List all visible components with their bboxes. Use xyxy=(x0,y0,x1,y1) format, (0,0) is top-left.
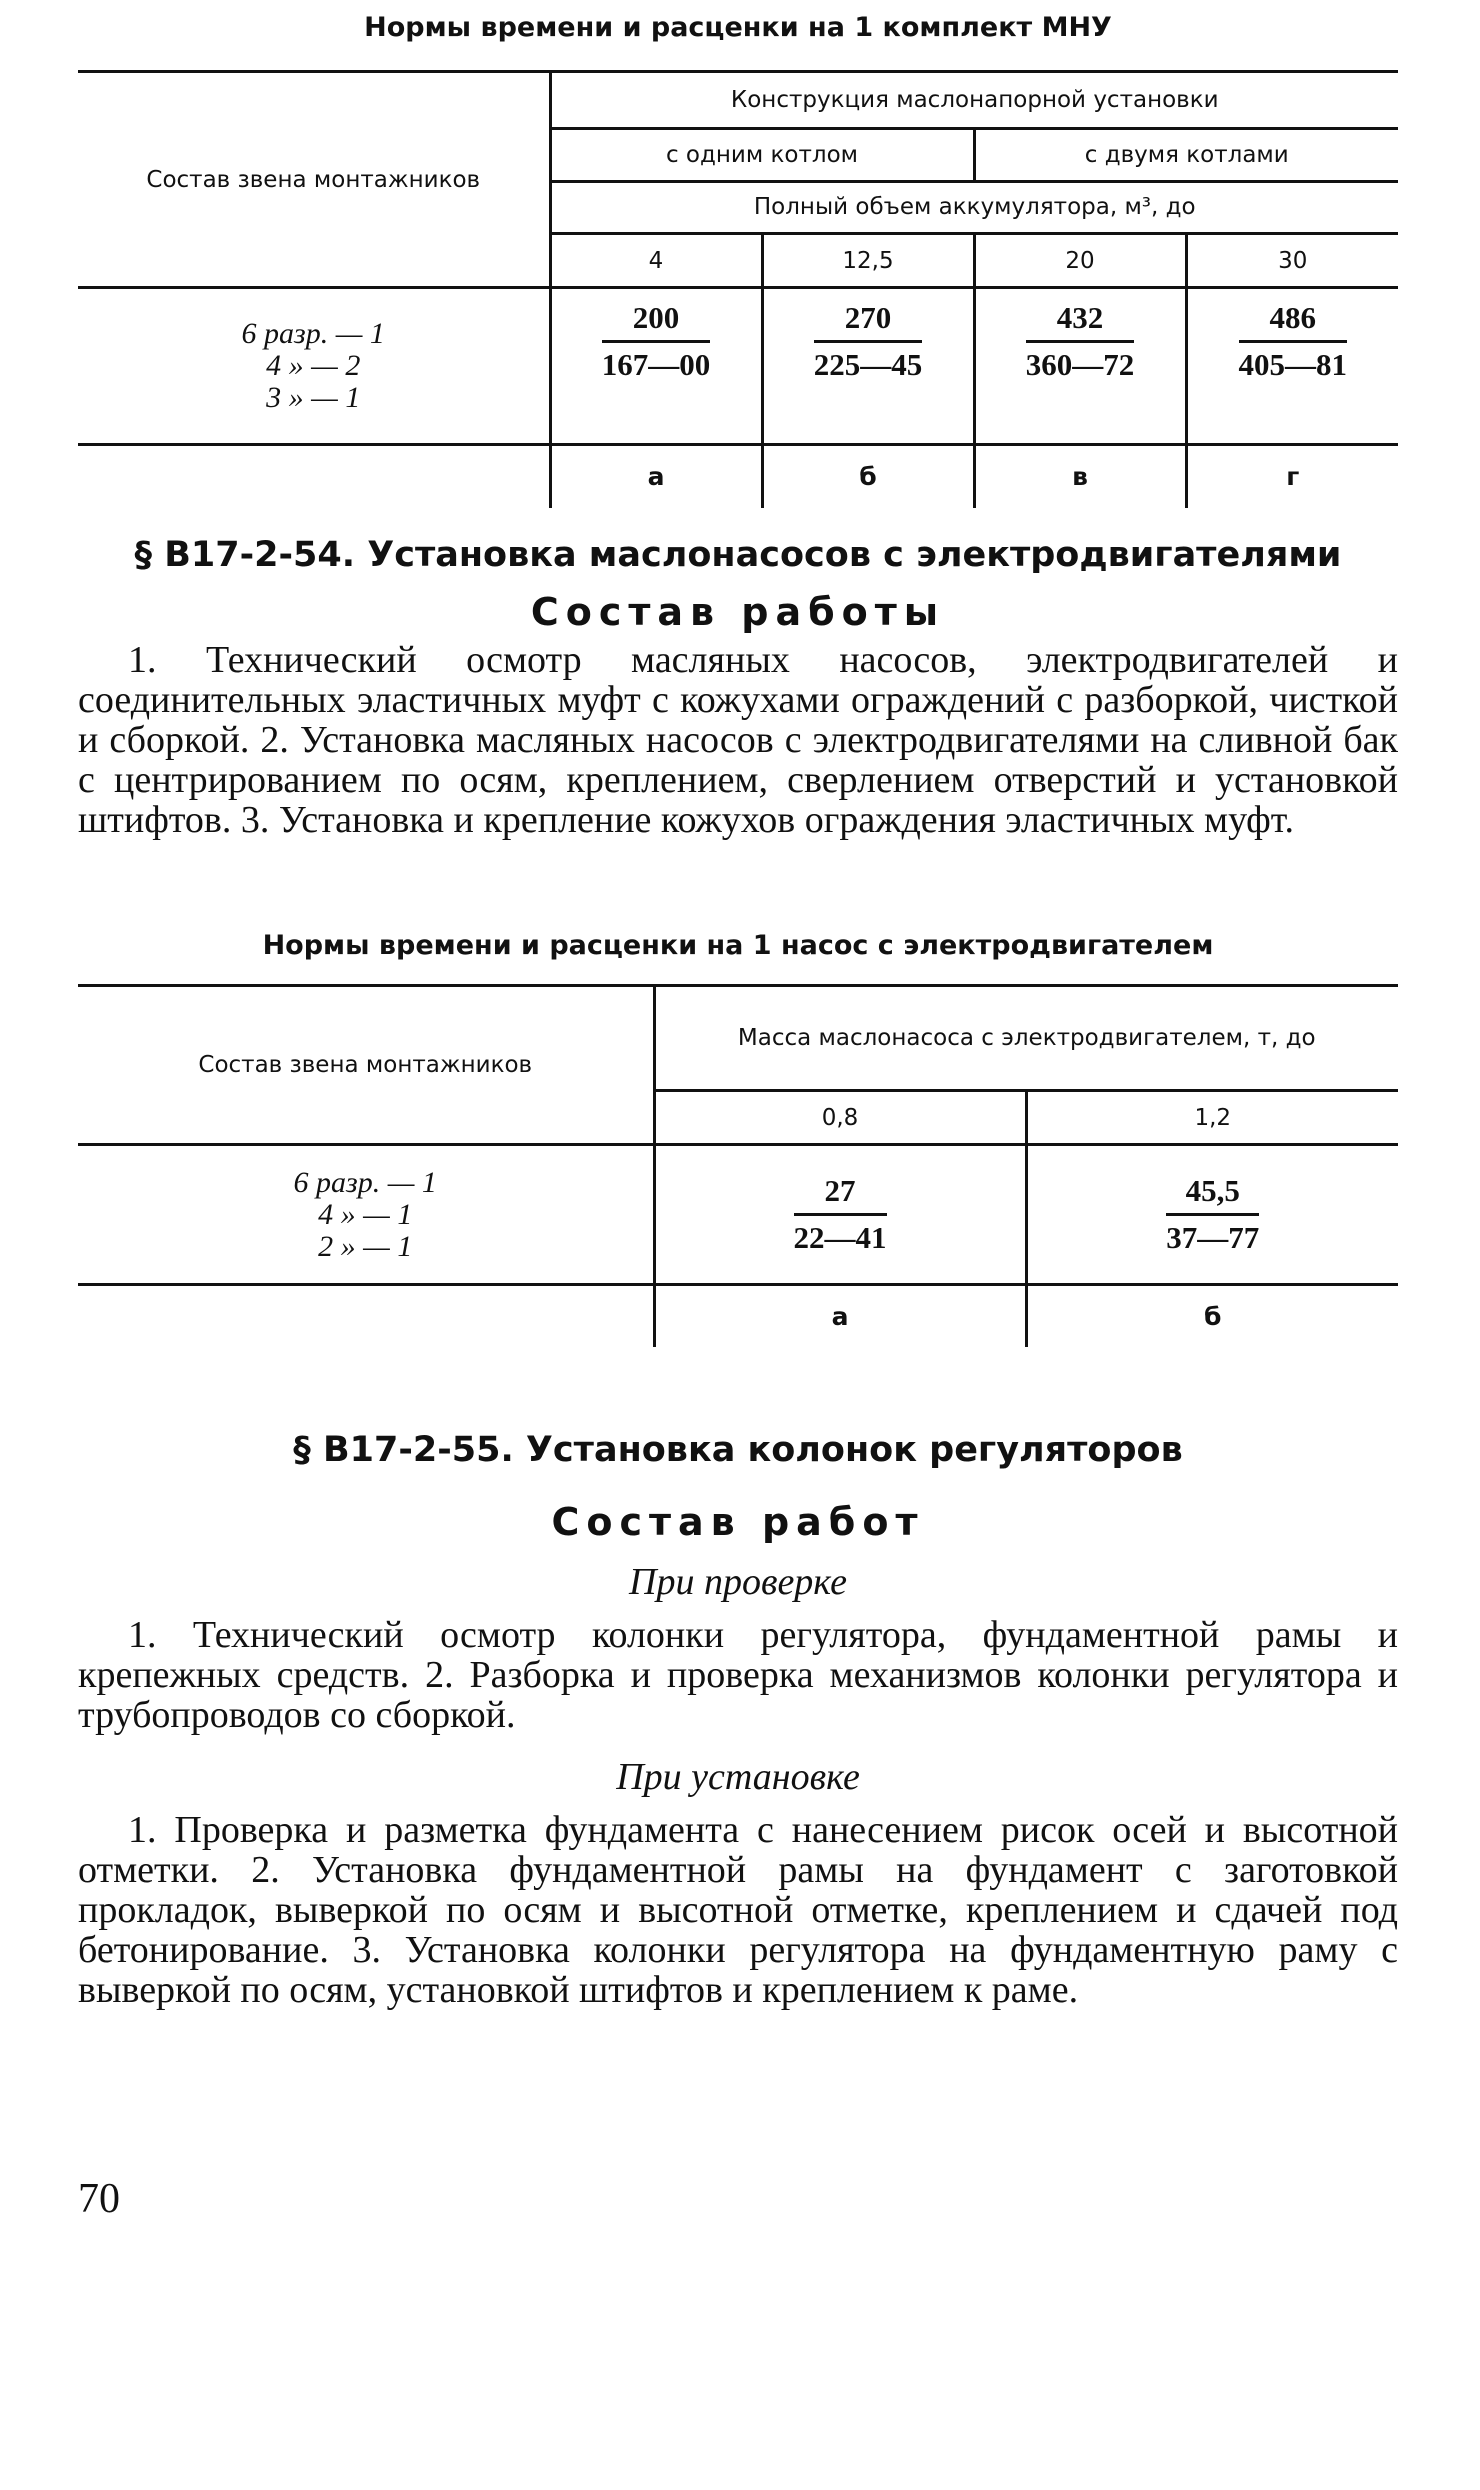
table1-volume: 12,5 xyxy=(762,234,974,288)
table2-mass: 1,2 xyxy=(1026,1091,1398,1145)
table1-crew-line: 4 » — 2 xyxy=(266,349,361,382)
table2-crew-line: 2 » — 1 xyxy=(318,1229,413,1263)
table1-volume-header: Полный объем аккумулятора, м³, до xyxy=(550,181,1398,234)
table1-empty-cell xyxy=(78,445,550,508)
norm-value: 45,5 xyxy=(1166,1173,1259,1216)
norm-value: 270 xyxy=(814,300,923,343)
norm-value: 200 xyxy=(602,300,711,343)
table2 xyxy=(78,984,1398,1347)
section54-title: § В17-2-54. Установка маслонасосов с электродвигателями xyxy=(134,535,1342,575)
table2-caption: Нормы времени и расценки на 1 насос с электродвигателем xyxy=(262,930,1214,961)
price-value: 37—77 xyxy=(1166,1220,1260,1255)
section55-subtitle: Состав работ xyxy=(551,1500,925,1544)
table1-column-letter: в xyxy=(974,445,1186,508)
price-value: 22—41 xyxy=(793,1220,887,1255)
table2-mass: 0,8 xyxy=(654,1091,1026,1145)
price-value: 360—72 xyxy=(1025,346,1135,382)
table1-rate xyxy=(974,288,1186,445)
table2-crew-line: 6 разр. — 1 xyxy=(293,1165,437,1199)
price-value: 167—00 xyxy=(601,346,711,382)
table1-rate xyxy=(1186,288,1398,445)
norm-value: 486 xyxy=(1239,300,1348,343)
table1-volume: 4 xyxy=(550,234,762,288)
section55-install-text: 1. Проверка и разметка фундамента с нанесением рисок осей и высотной отметки. 2. Установка фундаментной рамы на фундамент с заготовкой прокладок, выверкой по осям и высотной отметке, креплением и сдачей под бетонирование. 3. Установка колонки регулятора на фундаментную раму с выверкой по осям, установкой штифтов и креплением к раме. xyxy=(78,1809,1398,2011)
table1-crew-line: 3 » — 1 xyxy=(266,381,361,414)
table1-two-boilers: с двумя котлами xyxy=(974,128,1398,181)
table1 xyxy=(78,70,1398,508)
table2-empty-cell xyxy=(78,1285,654,1347)
table1-crew-cell xyxy=(78,288,550,445)
table1-rate xyxy=(550,288,762,445)
table2-mass-header: Масса маслонасоса с электродвигателем, т, до xyxy=(654,986,1398,1091)
table1-volume: 30 xyxy=(1186,234,1398,288)
table1-rate xyxy=(762,288,974,445)
table1-one-boiler: с одним котлом xyxy=(550,128,974,181)
section55-check-heading: При проверке xyxy=(629,1561,847,1603)
table1-crew-header: Состав звена монтажников xyxy=(78,72,550,288)
table2-crew-line: 4 » — 1 xyxy=(318,1197,413,1231)
section54-text: 1. Технический осмотр масляных насосов, электродвигателей и соединительных эластичных муфт с кожухами ограждений с разборкой, чисткой и сборкой. 2. Установка масляных насосов с электродвигателями на сливной бак с центрированием по осям, креплением, сверлением отверстий и установкой штифтов. 3. Установка и крепление кожухов ограждения эластичных муфт. xyxy=(78,639,1398,841)
table1-caption: Нормы времени и расценки на 1 комплект МНУ xyxy=(364,12,1112,43)
table2-rate xyxy=(1026,1145,1398,1285)
price-value: 225—45 xyxy=(813,346,923,382)
norm-value: 432 xyxy=(1026,300,1135,343)
table1-column-letter: а xyxy=(550,445,762,508)
section54-subtitle: Состав работы xyxy=(530,590,946,634)
table1-design-header: Конструкция маслонапорной установки xyxy=(550,72,1398,129)
table1-crew-line: 6 разр. — 1 xyxy=(241,317,385,350)
page-number: 70 xyxy=(78,2176,120,2222)
norm-value: 27 xyxy=(794,1173,887,1216)
table2-crew-cell xyxy=(78,1145,654,1285)
price-value: 405—81 xyxy=(1238,346,1347,382)
table1-column-letter: б xyxy=(762,445,974,508)
table2-column-letter: а xyxy=(654,1285,1026,1347)
section55-install-heading: При установке xyxy=(616,1756,860,1798)
table2-column-letter: б xyxy=(1026,1285,1398,1347)
table2-crew-header: Состав звена монтажников xyxy=(78,986,654,1145)
table1-volume: 20 xyxy=(974,234,1186,288)
table2-rate xyxy=(654,1145,1026,1285)
section55-check-text: 1. Технический осмотр колонки регулятора, фундаментной рамы и крепежных средств. 2. Разборка и проверка механизмов колонки регулятора и трубопроводов со сборкой. xyxy=(78,1614,1398,1736)
section55-title: § В17-2-55. Установка колонок регуляторов xyxy=(293,1430,1183,1470)
table1-column-letter: г xyxy=(1186,445,1398,508)
